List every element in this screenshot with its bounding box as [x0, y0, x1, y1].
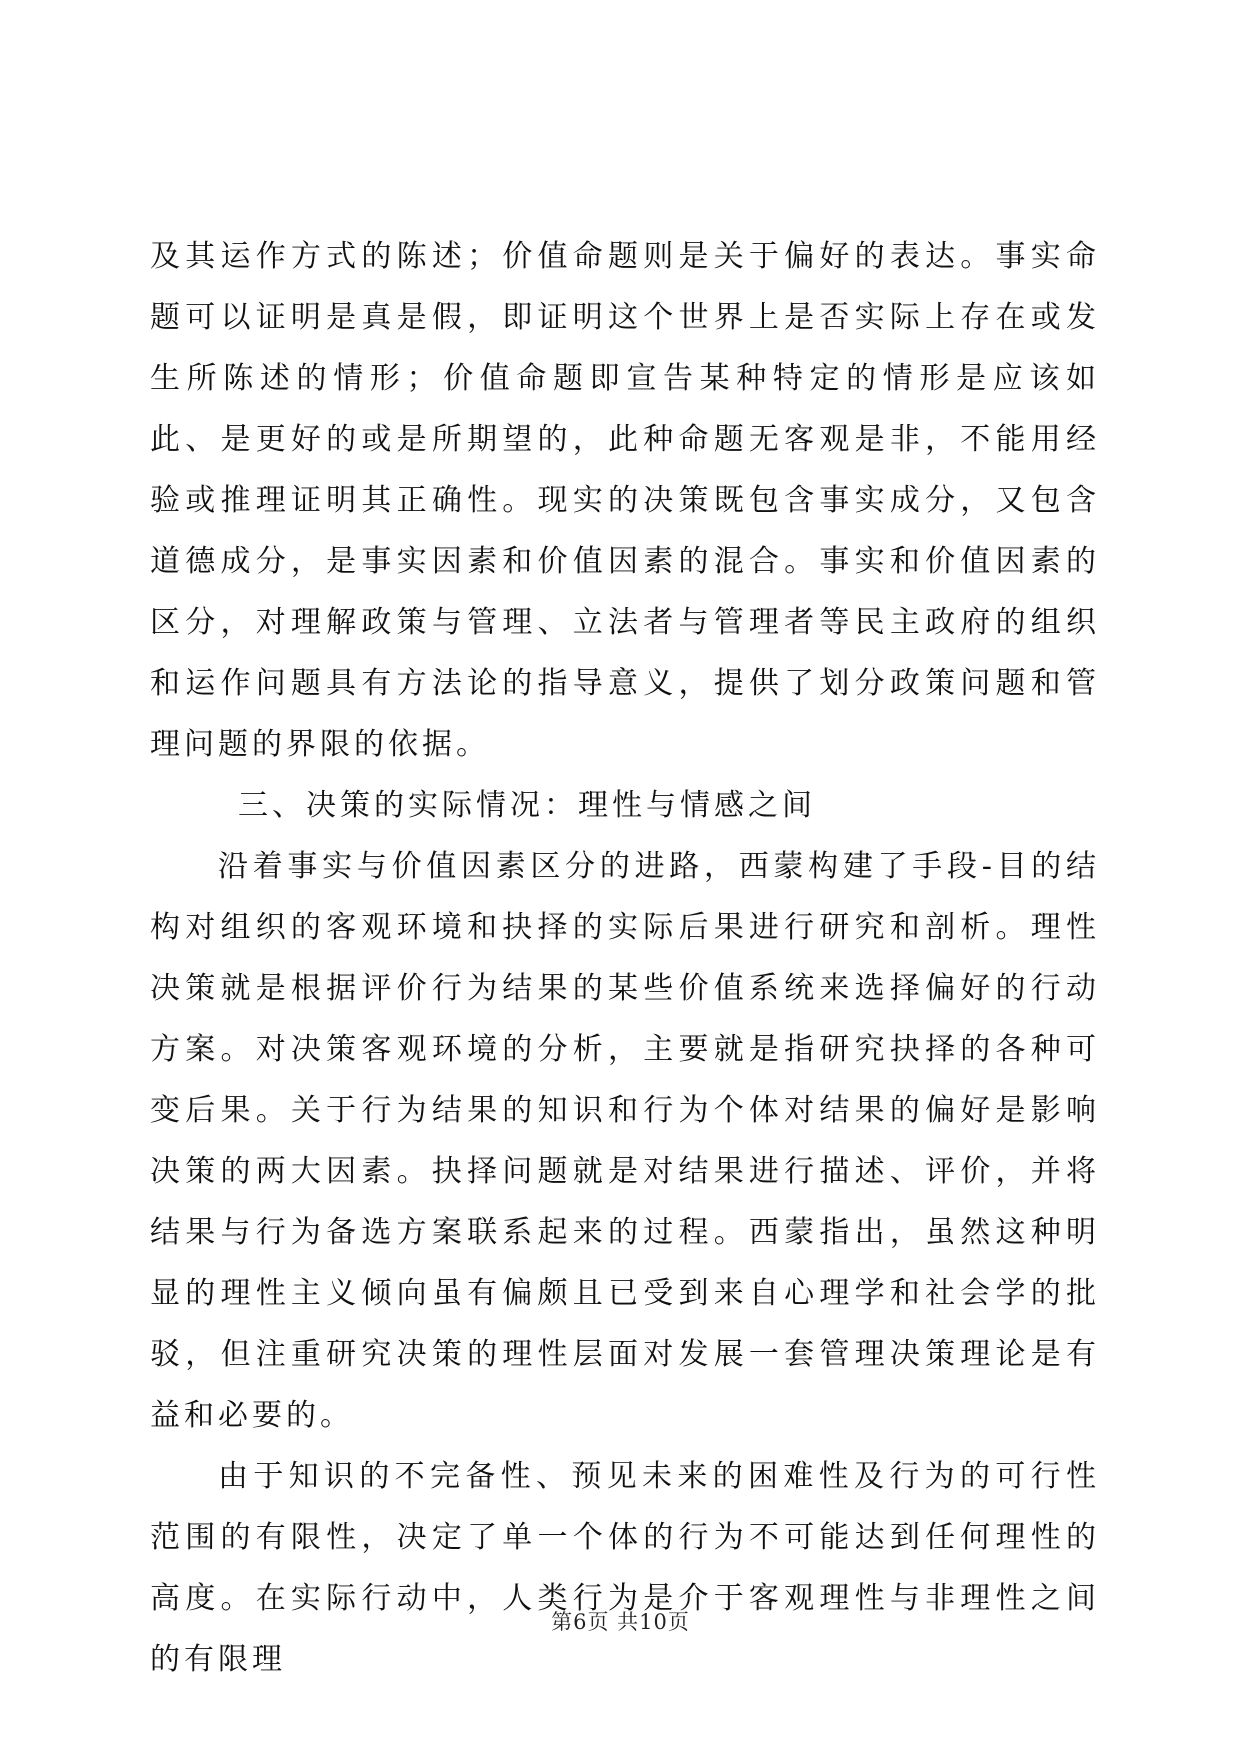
- paragraph-bounded-rationality: 由于知识的不完备性、预见未来的困难性及行为的可行性范围的有限性，决定了单一个体的行为不可能达到任何理性的高度。在实际行动中，人类行为是介于客观理性与非理性之间的有限理: [150, 1459, 1100, 1677]
- paragraph-fact-value-propositions: 及其运作方式的陈述；价值命题则是关于偏好的表达。事实命题可以证明是真是假，即证明这个世界上是否实际上存在或发生所陈述的情形；价值命题即宣告某种特定的情形是应该如此、是更好的或是所期望的，此种命题无客观是非，不能用经验或推理证明其正确性。现实的决策既包含事实成分，又包含道德成分，是事实因素和价值因素的混合。事实和价值因素的区分，对理解政策与管理、立法者与管理者等民主政府的组织和运作问题具有方法论的指导意义，提供了划分政策问题和管理问题的界限的依据。: [150, 239, 1100, 762]
- document-body: [150, 226, 1100, 1690]
- page-number-footer: 第6页 共10页: [551, 1610, 690, 1634]
- paragraph-means-ends: 沿着事实与价值因素区分的进路，西蒙构建了手段-目的结构对组织的客观环境和抉择的实际后果进行研究和剖析。理性决策就是根据评价行为结果的某些价值系统来选择偏好的行动方案。对决策客观环境的分析，主要就是指研究抉择的各种可变后果。关于行为结果的知识和行为个体对结果的偏好是影响决策的两大因素。抉择问题就是对结果进行描述、评价，并将结果与行为备选方案联系起来的过程。西蒙指出，虽然这种明显的理性主义倾向虽有偏颇且已受到来自心理学和社会学的批驳，但注重研究决策的理性层面对发展一套管理决策理论是有益和必要的。: [150, 849, 1100, 1433]
- section-heading: 三、决策的实际情况：理性与情感之间: [238, 788, 816, 823]
